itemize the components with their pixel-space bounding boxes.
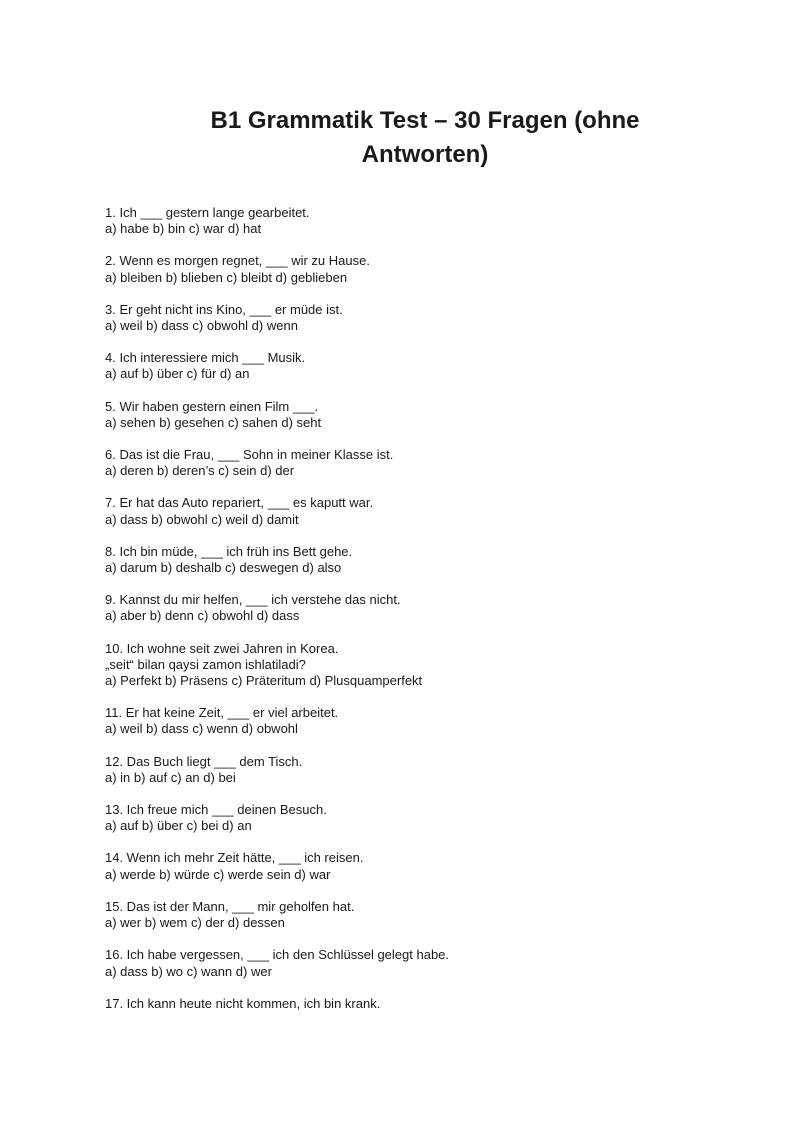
question-item (105, 399, 705, 431)
question-item (105, 996, 705, 1012)
question-item (105, 302, 705, 334)
question-text: 15. Das ist der Mann, ___ mir geholfen hat. (105, 898, 355, 914)
question-item (105, 544, 705, 576)
question-text: 8. Ich bin müde, ___ ich früh ins Bett gehe. (105, 543, 353, 559)
answer-options: a) auf b) über c) für d) an (105, 366, 250, 382)
question-item (105, 899, 705, 931)
answer-options: a) deren b) deren’s c) sein d) der (105, 463, 295, 479)
answer-options: a) werde b) würde c) werde sein d) war (105, 866, 331, 882)
question-text: 11. Er hat keine Zeit, ___ er viel arbeitet. (105, 705, 339, 721)
question-text: 14. Wenn ich mehr Zeit hätte, ___ ich reisen. (105, 850, 364, 866)
question-item (105, 947, 705, 979)
question-item (105, 641, 705, 690)
answer-options: a) bleiben b) blieben c) bleibt d) geblieben (105, 269, 348, 285)
answer-options: a) dass b) wo c) wann d) wer (105, 963, 272, 979)
page-title (205, 104, 645, 172)
question-text: 2. Wenn es morgen regnet, ___ wir zu Hause. (105, 253, 370, 269)
question-text: 17. Ich kann heute nicht kommen, ich bin krank. (105, 995, 381, 1011)
question-list (105, 205, 705, 1028)
question-text: 4. Ich interessiere mich ___ Musik. (105, 350, 306, 366)
question-item (105, 754, 705, 786)
question-item (105, 495, 705, 527)
answer-options: a) sehen b) gesehen c) sahen d) seht (105, 414, 322, 430)
question-item (105, 253, 705, 285)
question-item (105, 705, 705, 737)
title-line-1: B1 Grammatik Test – 30 Fragen (ohne (210, 107, 640, 134)
question-item (105, 205, 705, 237)
answer-options: a) weil b) dass c) wenn d) obwohl (105, 721, 298, 737)
question-item (105, 802, 705, 834)
question-item (105, 447, 705, 479)
question-text: 6. Das ist die Frau, ___ Sohn in meiner Klasse ist. (105, 447, 394, 463)
answer-options: a) dass b) obwohl c) weil d) damit (105, 511, 299, 527)
answer-options: a) darum b) deshalb c) deswegen d) also (105, 560, 342, 576)
title-line-2: Antworten) (361, 141, 489, 168)
answer-options: a) in b) auf c) an d) bei (105, 769, 236, 785)
question-text: 7. Er hat das Auto repariert, ___ es kaputt war. (105, 495, 374, 511)
question-text: 12. Das Buch liegt ___ dem Tisch. (105, 753, 303, 769)
question-subtext: „seit“ bilan qaysi zamon ishlatiladi? (105, 656, 306, 672)
question-text: 16. Ich habe vergessen, ___ ich den Schlüssel gelegt habe. (105, 947, 450, 963)
question-text: 9. Kannst du mir helfen, ___ ich verstehe das nicht. (105, 592, 401, 608)
answer-options: a) Perfekt b) Präsens c) Präteritum d) Plusquamperfekt (105, 673, 423, 689)
question-text: 1. Ich ___ gestern lange gearbeitet. (105, 205, 310, 220)
answer-options: a) auf b) über c) bei d) an (105, 818, 252, 834)
question-item (105, 350, 705, 382)
question-text: 10. Ich wohne seit zwei Jahren in Korea. (105, 640, 339, 656)
question-text: 3. Er geht nicht ins Kino, ___ er müde ist. (105, 301, 343, 317)
question-item (105, 850, 705, 882)
answer-options: a) habe b) bin c) war d) hat (105, 221, 262, 237)
question-item (105, 592, 705, 624)
answer-options: a) aber b) denn c) obwohl d) dass (105, 608, 300, 624)
answer-options: a) weil b) dass c) obwohl d) wenn (105, 318, 298, 334)
question-text: 5. Wir haben gestern einen Film ___. (105, 398, 319, 414)
question-text: 13. Ich freue mich ___ deinen Besuch. (105, 802, 327, 818)
answer-options: a) wer b) wem c) der d) dessen (105, 915, 285, 931)
